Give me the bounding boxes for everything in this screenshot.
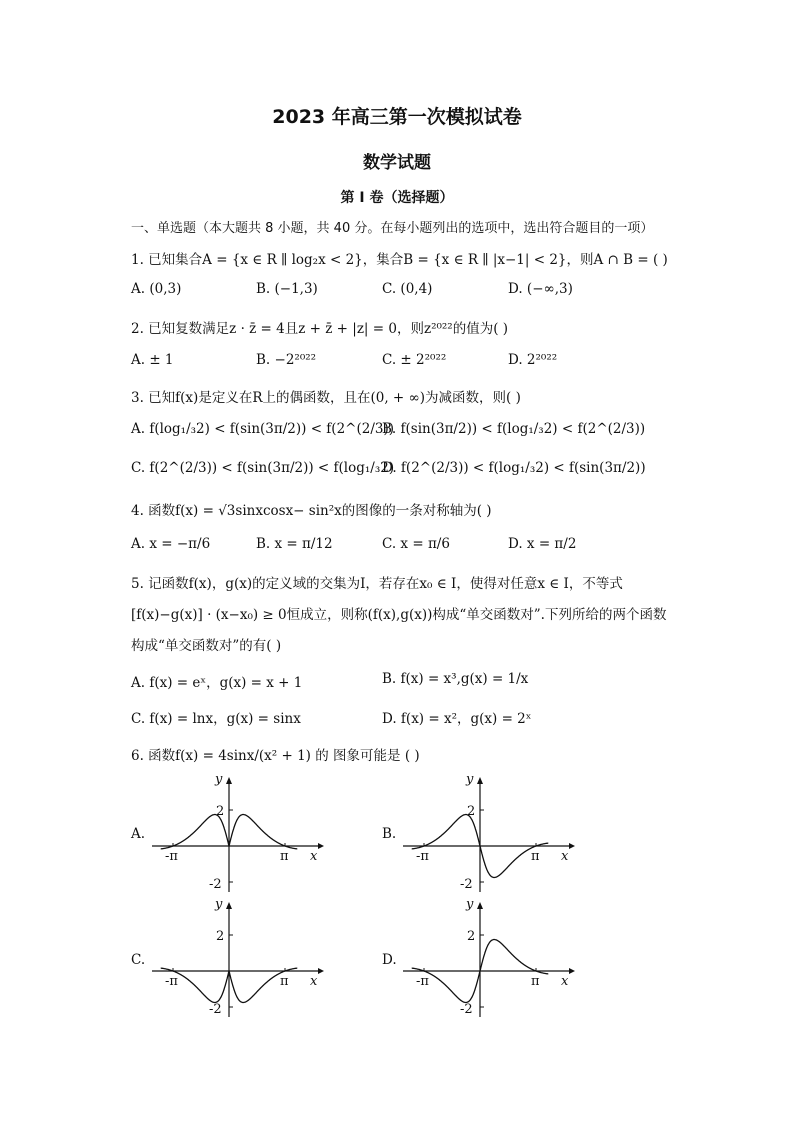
q4-option-b: B. x = π/12 — [256, 536, 333, 552]
q6-graph-d — [401, 895, 581, 1020]
question-5-stem-line-2: [f(x)−g(x)] · (x−x₀) ≥ 0恒成立，则称(f(x),g(x))构成“单交函数对”.下列所给的两个函数 — [131, 607, 667, 623]
part-title: 第 I 卷（选择题） — [340, 190, 454, 206]
question-2-stem: 2. 已知复数满足z · z̄ = 4且z + z̄ + |z| = 0，则z²⁰²²的值为( ) — [131, 321, 509, 337]
q5-option-b: B. f(x) = x³,g(x) = 1/x — [382, 671, 529, 687]
question-3-stem: 3. 已知f(x)是定义在R上的偶函数，且在(0, + ∞)为减函数，则( ) — [131, 390, 521, 406]
y-axis-label: y — [466, 897, 474, 912]
x-axis-arrow — [318, 843, 324, 849]
x-tick-label-pi: π — [280, 974, 289, 989]
x-axis-label: x — [310, 974, 318, 989]
x-axis-arrow — [569, 968, 575, 974]
q6-option-c: C. — [131, 952, 146, 968]
x-tick-label-neg-pi: -π — [165, 974, 178, 989]
y-tick-label-neg2: -2 — [460, 1002, 473, 1017]
q4-option-c: C. x = π/6 — [382, 536, 450, 552]
q6-graph-c — [150, 895, 330, 1020]
q6-graph-b — [401, 770, 581, 895]
q3-option-a: A. f(log₁/₃2) < f(sin(3π/2)) < f(2^(2/3)) — [131, 421, 394, 437]
y-tick-label-neg2: -2 — [209, 877, 222, 892]
q3-option-c: C. f(2^(2/3)) < f(sin(3π/2)) < f(log₁/₃2) — [131, 460, 395, 476]
y-axis-label: y — [466, 772, 474, 787]
x-axis-label: x — [310, 849, 318, 864]
q1-option-b: B. (−1,3) — [256, 281, 318, 297]
q2-option-c: C. ± 2²⁰²² — [382, 352, 447, 368]
q5-option-d: D. f(x) = x²，g(x) = 2ˣ — [382, 711, 532, 727]
x-tick-label-pi: π — [531, 849, 540, 864]
x-axis-label: x — [561, 849, 569, 864]
question-4-stem: 4. 函数f(x) = √3sinxcosx− sin²x的图像的一条对称轴为( ) — [131, 503, 492, 519]
q6-option-a: A. — [131, 826, 146, 842]
q3-option-b: B. f(sin(3π/2)) < f(log₁/₃2) < f(2^(2/3)) — [382, 421, 646, 437]
x-tick-label-neg-pi: -π — [416, 974, 429, 989]
x-axis-arrow — [569, 843, 575, 849]
q1-option-a: A. (0,3) — [131, 281, 182, 297]
q2-option-b: B. −2²⁰²² — [256, 352, 317, 368]
q1-option-d: D. (−∞,3) — [508, 281, 573, 297]
subject-title: 数学试题 — [363, 153, 431, 173]
q5-option-c: C. f(x) = lnx，g(x) = sinx — [131, 711, 301, 727]
q5-option-a: A. f(x) = eˣ，g(x) = x + 1 — [131, 675, 303, 691]
question-5-stem-line-3: 构成“单交函数对”的有( ) — [131, 638, 282, 654]
y-axis-arrow — [226, 777, 232, 784]
x-tick-label-pi: π — [280, 849, 289, 864]
section-heading: 一、单选题（本大题共 8 小题，共 40 分。在每小题列出的选项中，选出符合题目的一项） — [131, 221, 654, 236]
y-axis-label: y — [215, 772, 223, 787]
question-1-stem: 1. 已知集合A = {x ∈ R ∥ log₂x < 2}，集合B = {x ∈ R ∥ |x−1| < 2}，则A ∩ B = ( ) — [131, 252, 668, 268]
q3-option-d: D. f(2^(2/3)) < f(log₁/₃2) < f(sin(3π/2)) — [382, 460, 646, 476]
x-axis-arrow — [318, 968, 324, 974]
x-tick-label-neg-pi: -π — [416, 849, 429, 864]
y-tick-label-neg2: -2 — [209, 1002, 222, 1017]
q6-graph-a — [150, 770, 330, 895]
y-tick-label-2: 2 — [467, 804, 476, 819]
q4-option-d: D. x = π/2 — [508, 536, 577, 552]
q6-option-b: B. — [382, 826, 397, 842]
y-tick-label-2: 2 — [216, 804, 225, 819]
q6-option-d: D. — [382, 952, 397, 968]
x-tick-label-pi: π — [531, 974, 540, 989]
question-6-stem: 6. 函数f(x) = 4sinx/(x² + 1) 的 图象可能是 ( ) — [131, 748, 420, 764]
x-tick-label-neg-pi: -π — [165, 849, 178, 864]
question-5-stem-line-1: 5. 记函数f(x)，g(x)的定义域的交集为I，若存在x₀ ∈ I，使得对任意x ∈ I，不等式 — [131, 576, 623, 592]
y-axis-label: y — [215, 897, 223, 912]
y-tick-label-neg2: -2 — [460, 877, 473, 892]
y-axis-arrow — [477, 902, 483, 909]
q4-option-a: A. x = −π/6 — [131, 536, 211, 552]
q2-option-a: A. ± 1 — [131, 352, 174, 368]
y-axis-arrow — [477, 777, 483, 784]
y-tick-label-2: 2 — [467, 929, 476, 944]
y-axis-arrow — [226, 902, 232, 909]
q2-option-d: D. 2²⁰²² — [508, 352, 558, 368]
y-tick-label-2: 2 — [216, 929, 225, 944]
q1-option-c: C. (0,4) — [382, 281, 433, 297]
exam-title: 2023 年高三第一次模拟试卷 — [272, 106, 522, 128]
x-axis-label: x — [561, 974, 569, 989]
